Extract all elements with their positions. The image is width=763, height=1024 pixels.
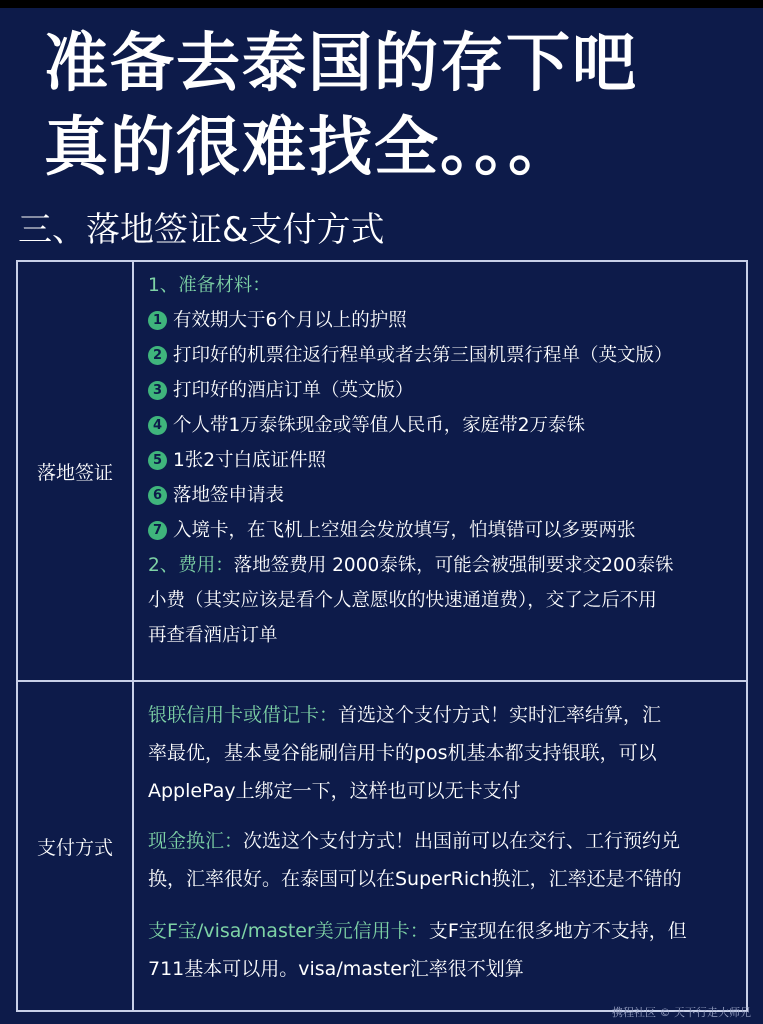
visa-content [134, 262, 746, 680]
fee-line: 2、费用：落地签费用 2000泰铢，可能会被强制要求交200泰铢 [148, 555, 674, 576]
fee-label: 2、费用： [148, 555, 234, 576]
material-item: 7 入境卡，在飞机上空姐会发放填写，怕填错可以多要两张 [148, 513, 674, 548]
materials-heading: 1、准备材料： [148, 275, 271, 296]
info-table [16, 260, 748, 1012]
number-7-icon: 7 [148, 521, 167, 540]
number-6-icon: 6 [148, 486, 167, 505]
material-item: 6 落地签申请表 [148, 478, 674, 513]
visa-row [18, 262, 746, 682]
material-item: 3 打印好的酒店订单（英文版） [148, 373, 674, 408]
visa-label: 落地签证 [18, 262, 134, 680]
cash-block: 现金换汇：次选这个支付方式！出国前可以在交行、工行预约兑 换，汇率很好。在泰国可以在SuperRich换汇，汇率还是不错的 [148, 830, 682, 890]
title-line-1: 准备去泰国的存下吧 [44, 27, 638, 101]
material-item: 4 个人带1万泰铢现金或等值人民币，家庭带2万泰铢 [148, 408, 674, 443]
unionpay-label: 银联信用卡或借记卡： [148, 704, 339, 726]
material-item: 2 打印好的机票往返行程单或者去第三国机票行程单（英文版） [148, 338, 674, 373]
unionpay-block: 银联信用卡或借记卡：首选这个支付方式！实时汇率结算，汇 率最优，基本曼谷能刷信用卡的pos机基本都支持银联，可以 ApplePay上绑定一下，这样也可以无卡支付 [148, 704, 662, 802]
title-line-2: 真的很难找全。。。 [44, 111, 574, 185]
payment-row [18, 682, 746, 1010]
card-label: 支F宝/visa/master美元信用卡： [148, 920, 429, 942]
cash-label: 现金换汇： [148, 830, 244, 852]
fee-line: 再查看酒店订单 [148, 625, 278, 646]
number-3-icon: 3 [148, 381, 167, 400]
payment-content [134, 682, 746, 1010]
watermark: 携程社区 © 天下行走大师兄 [612, 1006, 751, 1019]
number-4-icon: 4 [148, 416, 167, 435]
payment-label: 支付方式 [18, 682, 134, 1010]
top-bar [0, 0, 763, 8]
card-block: 支F宝/visa/master美元信用卡：支F宝现在很多地方不支持，但 711基本可以用。visa/master汇率很不划算 [148, 920, 687, 980]
page-title [44, 22, 638, 190]
material-item: 1 有效期大于6个月以上的护照 [148, 303, 674, 338]
number-5-icon: 5 [148, 451, 167, 470]
section-heading: 三、落地签证&支付方式 [18, 210, 385, 250]
material-item: 5 1张2寸白底证件照 [148, 443, 674, 478]
fee-line: 小费（其实应该是看个人意愿收的快速通道费），交了之后不用 [148, 590, 657, 611]
number-2-icon: 2 [148, 346, 167, 365]
number-1-icon: 1 [148, 311, 167, 330]
